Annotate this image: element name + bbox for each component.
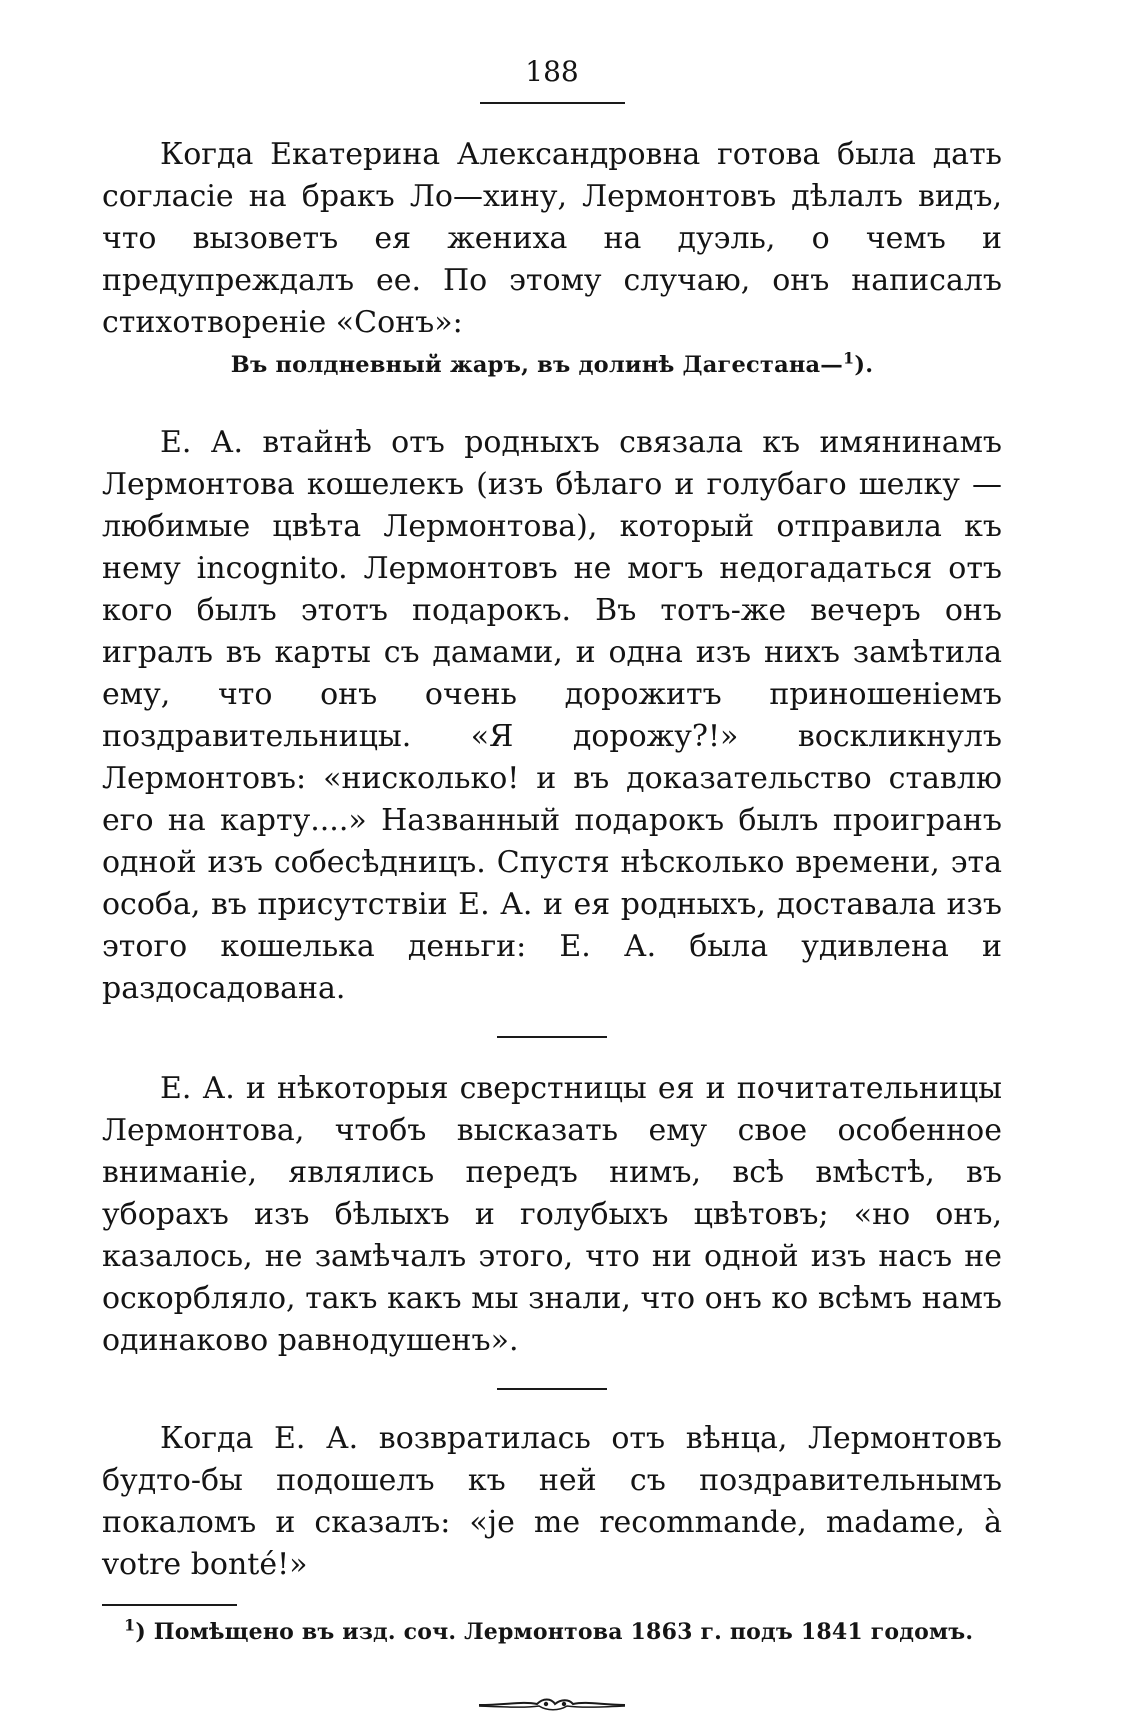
verse-close: ). <box>854 352 874 378</box>
page-number: 188 <box>525 55 579 88</box>
section-3 <box>102 1068 1002 1362</box>
section-2 <box>102 422 1002 1010</box>
footnote <box>102 1616 1002 1648</box>
footnote-rule <box>102 1604 237 1606</box>
paragraph-3: Е. А. и нѣкоторыя сверстницы ея и почитательницы Лермонтова, чтобъ высказать ему свое особенное вниманіе, являлись передъ нимъ, всѣ вмѣстѣ, въ уборахъ изъ бѣлыхъ и голубыхъ цвѣтовъ; «но онъ, казалось, не замѣчалъ этого, что ни одной изъ насъ не оскорбляло, такъ какъ мы знали, что онъ ко всѣмъ намъ одинаково равнодушенъ». <box>102 1071 1002 1358</box>
footnote-mark: 1 <box>124 1615 136 1635</box>
end-ornament-icon <box>477 1692 627 1716</box>
book-page <box>102 40 1002 1680</box>
footnote-text: ) Помѣщено въ изд. соч. Лермонтова 1863 г. подъ 1841 годомъ. <box>135 1619 974 1645</box>
verse-quote <box>102 348 1002 382</box>
verse-line: Въ полдневный жаръ, въ долинѣ Дагестана— <box>230 352 843 378</box>
verse-footnote-mark: 1 <box>843 348 855 368</box>
section-4 <box>102 1418 1002 1586</box>
paragraph-4: Когда Е. А. возвратилась отъ вѣнца, Лермонтовъ будто-бы подошелъ къ ней съ поздравительнымъ покаломъ и сказалъ: «je me recommande, madame, à votre bonté!» <box>102 1421 1002 1582</box>
paragraph-1: Когда Екатерина Александровна готова была дать согласіе на бракъ Ло—хину, Лермонтовъ дѣлалъ видъ, что вызоветъ ея жениха на дуэль, о чемъ и предупреждалъ ее. По этому случаю, онъ написалъ стихотвореніе «Сонъ»: <box>102 137 1002 340</box>
paragraph-2: Е. А. втайнѣ отъ родныхъ связала къ имянинамъ Лермонтова кошелекъ (изъ бѣлаго и голубаго шелку — любимые цвѣта Лермонтова), который отправила къ нему incognito. Лермонтовъ не могъ недогадаться отъ кого былъ этотъ подарокъ. Въ тотъ-же вечеръ онъ игралъ въ карты съ дамами, и одна изъ нихъ замѣтила ему, что онъ очень дорожитъ приношеніемъ поздравительницы. «Я дорожу?!» воскликнулъ Лермонтовъ: «нисколько! и въ доказательство ставлю его на карту....» Названный подарокъ былъ проигранъ одной изъ собесѣдницъ. Спустя нѣсколько времени, эта особа, въ присутствіи Е. А. и ея родныхъ, доставала изъ этого кошелька деньги: Е. А. была удивлена и раздосадована. <box>102 425 1002 1006</box>
section-1 <box>102 134 1002 382</box>
